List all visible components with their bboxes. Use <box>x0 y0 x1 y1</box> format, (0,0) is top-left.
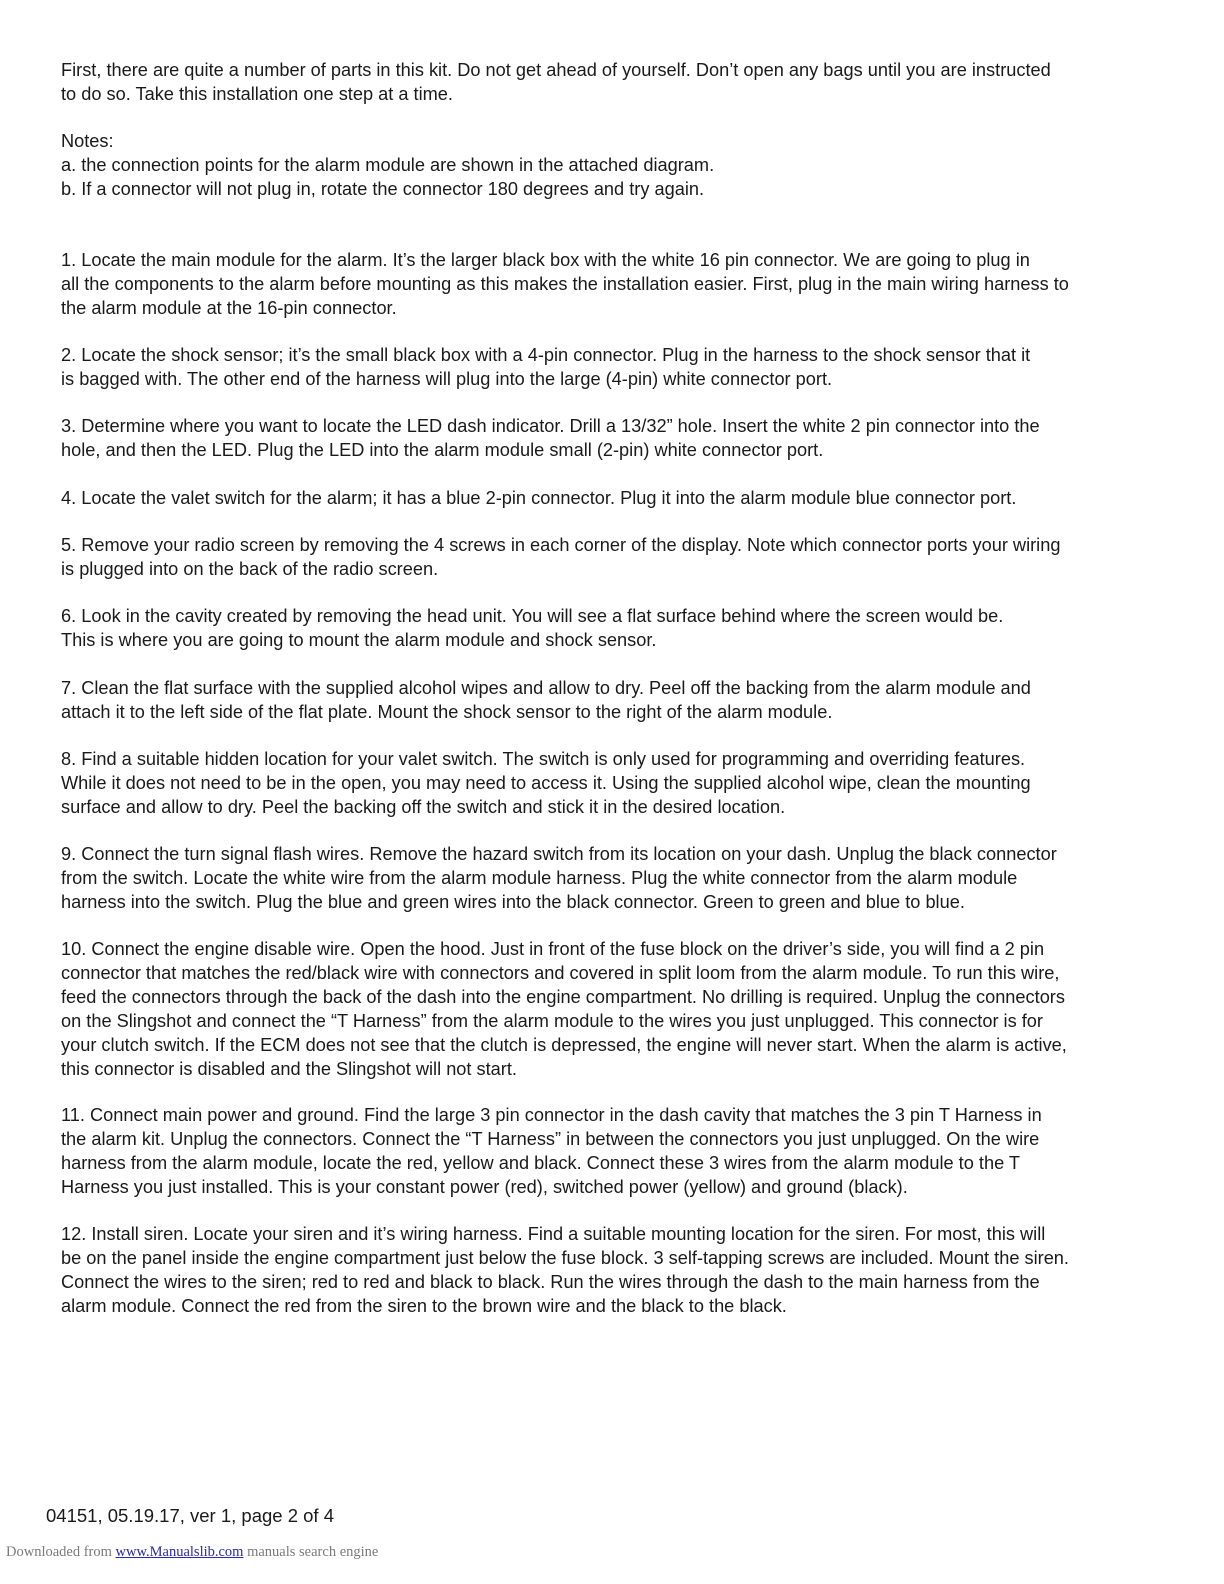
download-credit-suffix: manuals search engine <box>247 1544 379 1560</box>
step-6: 6. Look in the cavity created by removing the head unit. You will see a flat surface behind where the screen would be. This is where you are going to mount the alarm module and shock sensor. <box>61 606 1004 650</box>
step-7: 7. Clean the flat surface with the supplied alcohol wipes and allow to dry. Peel off the backing from the alarm module and attach it to the left side of the flat plate. Mount the shock sensor to the right of the alarm module. <box>61 678 1031 722</box>
step-8: 8. Find a suitable hidden location for your valet switch. The switch is only used for programming and overriding features. While it does not need to be in the open, you may need to access it. Using the supplied alcohol wipe, clean the mounting surface and allow to dry. Peel the backing off the switch and stick it in the desired location. <box>61 749 1031 817</box>
step-4: 4. Locate the valet switch for the alarm; it has a blue 2-pin connector. Plug it into the alarm module blue connector port. <box>61 488 1017 508</box>
page-footer: 04151, 05.19.17, ver 1, page 2 of 4 <box>46 1505 335 1526</box>
intro-paragraph: First, there are quite a number of parts in this kit. Do not get ahead of yourself. Don’t open any bags until you are instructed to do so. Take this installation one step at a time. <box>61 60 1051 104</box>
step-1: 1. Locate the main module for the alarm. It’s the larger black box with the white 16 pin connector. We are going to plug in all the components to the alarm before mounting as this makes the installation easier. First, plug in the main wiring harness to the alarm module at the 16-pin connector. <box>61 250 1069 318</box>
download-credit <box>6 1543 378 1561</box>
note-item-a: a. the connection points for the alarm module are shown in the attached diagram. <box>61 155 715 175</box>
manualslib-link[interactable]: www.Manualslib.com <box>115 1544 244 1560</box>
note-item-b: b. If a connector will not plug in, rotate the connector 180 degrees and try again. <box>61 179 705 199</box>
step-10: 10. Connect the engine disable wire. Open the hood. Just in front of the fuse block on the driver’s side, you will find a 2 pin connector that matches the red/black wire with connectors and covered in split loom from the alarm module. To run this wire, feed the connectors through the back of the dash into the engine compartment. No drilling is required. Unplug the connectors on the Slingshot and connect the “T Harness” from the alarm module to the wires you just unplugged. This connector is for your clutch switch. If the ECM does not see that the clutch is depressed, the engine will never start. When the alarm is active, this connector is disabled and the Slingshot will not start. <box>61 939 1067 1079</box>
notes-heading: Notes: <box>61 131 114 151</box>
step-11: 11. Connect main power and ground. Find the large 3 pin connector in the dash cavity that matches the 3 pin T Harness in the alarm kit. Unplug the connectors. Connect the “T Harness” in between the connectors you just unplugged. On the wire harness from the alarm module, locate the red, yellow and black. Connect these 3 wires from the alarm module to the T Harness you just installed. This is your constant power (red), switched power (yellow) and ground (black). <box>61 1105 1042 1197</box>
download-credit-prefix: Downloaded from <box>6 1544 112 1560</box>
step-12: 12. Install siren. Locate your siren and it’s wiring harness. Find a suitable mounting location for the siren. For most, this will be on the panel inside the engine compartment just below the fuse block. 3 self-tapping screws are included. Mount the siren. Connect the wires to the siren; red to red and black to black. Run the wires through the dash to the main harness from the alarm module. Connect the red from the siren to the brown wire and the black to the black. <box>61 1224 1069 1316</box>
step-9: 9. Connect the turn signal flash wires. Remove the hazard switch from its location on your dash. Unplug the black connector from the switch. Locate the white wire from the alarm module harness. Plug the white connector from the alarm module harness into the switch. Plug the blue and green wires into the black connector. Green to green and blue to blue. <box>61 844 1057 912</box>
step-2: 2. Locate the shock sensor; it’s the small black box with a 4-pin connector. Plug in the harness to the shock sensor that it is bagged with. The other end of the harness will plug into the large (4-pin) white connector port. <box>61 345 1031 389</box>
step-5: 5. Remove your radio screen by removing the 4 screws in each corner of the display. Note which connector ports your wiring is plugged into on the back of the radio screen. <box>61 535 1061 579</box>
step-3: 3. Determine where you want to locate the LED dash indicator. Drill a 13/32” hole. Insert the white 2 pin connector into the hole, and then the LED. Plug the LED into the alarm module small (2-pin) white connector port. <box>61 416 1040 460</box>
